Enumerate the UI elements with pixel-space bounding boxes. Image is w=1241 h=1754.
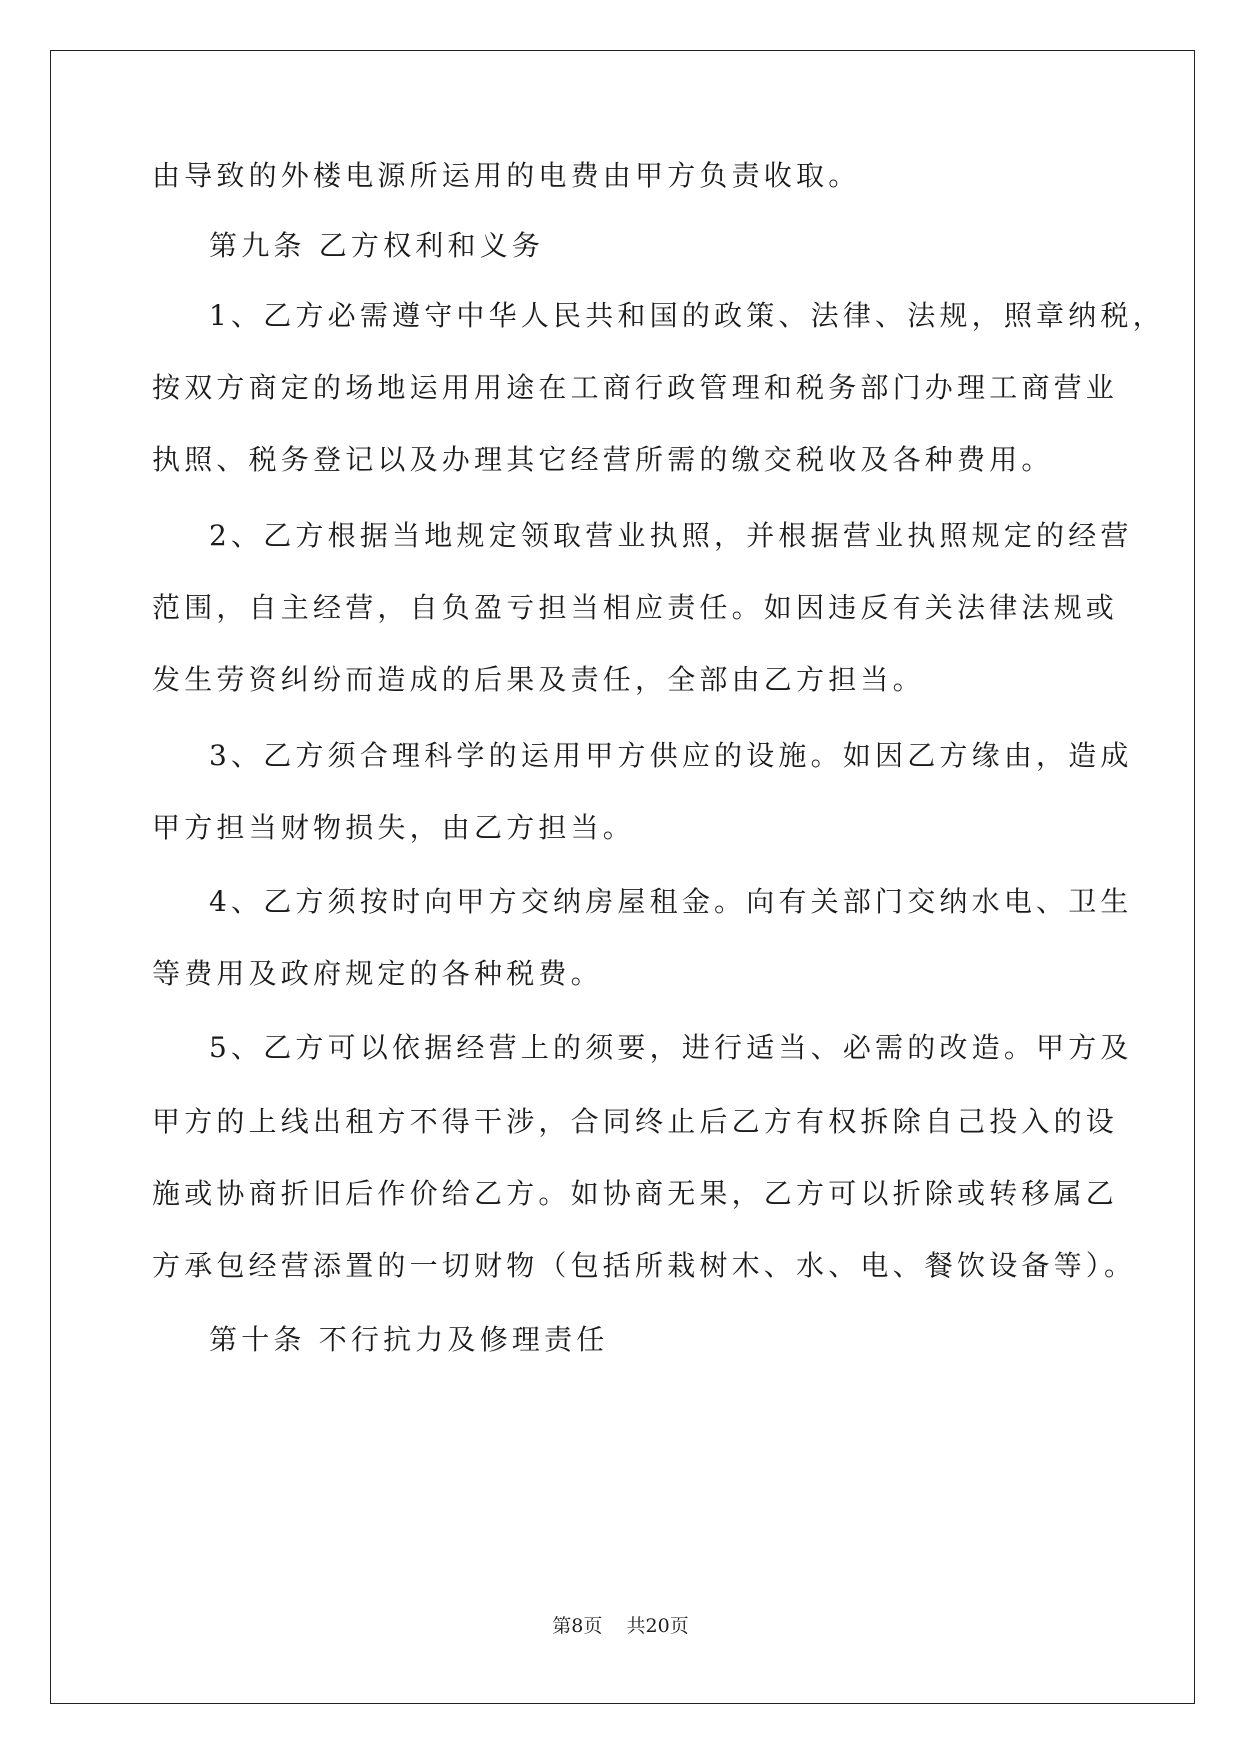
- text-line: 等费用及政府规定的各种税费。: [152, 957, 603, 990]
- text-line: 1、乙方必需遵守中华人民共和国的政策、法律、法规，照章纳税，: [209, 299, 1165, 332]
- text-line: 3、乙方须合理科学的运用甲方供应的设施。如因乙方缘由，造成: [209, 739, 1133, 772]
- section-heading: 第九条 乙方权利和义务: [209, 229, 545, 262]
- text-line: 甲方的上线出租方不得干涉，合同终止后乙方有权拆除自己投入的设: [152, 1105, 1119, 1138]
- text-line: 5、乙方可以依据经营上的须要，进行适当、必需的改造。甲方及: [209, 1031, 1133, 1064]
- text-line: 2、乙方根据当地规定领取营业执照，并根据营业执照规定的经营: [209, 519, 1133, 552]
- text-line: 甲方担当财物损失，由乙方担当。: [152, 811, 636, 844]
- section-heading: 第十条 不行抗力及修理责任: [209, 1323, 609, 1356]
- text-line: 方承包经营添置的一切财物（包括所栽树木、水、电、餐饮设备等）。: [152, 1249, 1137, 1282]
- text-line: 发生劳资纠纷而造成的后果及责任，全部由乙方担当。: [152, 663, 925, 696]
- text-line: 施或协商折旧后作价给乙方。如协商无果，乙方可以折除或转移属乙: [152, 1177, 1119, 1210]
- text-line: 执照、税务登记以及办理其它经营所需的缴交税收及各种费用。: [152, 443, 1054, 476]
- text-line: 按双方商定的场地运用用途在工商行政管理和税务部门办理工商营业: [152, 371, 1119, 404]
- text-line: 由导致的外楼电源所运用的电费由甲方负责收取。: [152, 159, 861, 192]
- page-footer: 第8页 共20页: [552, 1615, 689, 1637]
- text-line: 4、乙方须按时向甲方交纳房屋租金。向有关部门交纳水电、卫生: [209, 885, 1133, 918]
- text-line: 范围，自主经营，自负盈亏担当相应责任。如因违反有关法律法规或: [152, 591, 1119, 624]
